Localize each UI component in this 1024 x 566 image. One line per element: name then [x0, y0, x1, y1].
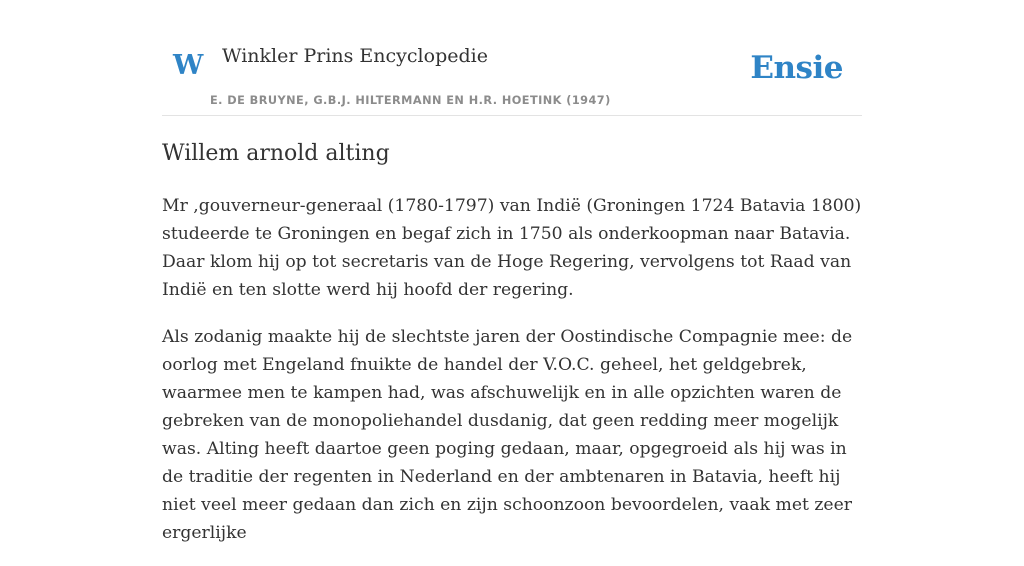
article-title: Willem arnold alting: [162, 141, 390, 166]
article-paragraph: Als zodanig maakte hij de slechtste jaren der Oostindische Compagnie mee: de oorlog met Engeland fnuikte de handel der V.O.C. geheel, het geldgebrek, waarmee men te kampen had, was afschuwelijk en in alle opzichten waren de gebreken van de monopoliehandel dusdanig, dat geen redding meer mogelijk was. Alting heeft daartoe geen poging gedaan, maar, opgegroeid als hij was in de traditie der regenten in Nederland en der ambtenaren in Batavia, heeft hij niet veel meer gedaan dan zich en zijn schoonzoon bevoordelen, vaak met zeer ergerlijke: [162, 327, 853, 543]
article-paragraph: Mr ,gouverneur-generaal (1780-1797) van Indië (Groningen 1724 Batavia 1800) studeerde te Groningen en begaf zich in 1750 als onderkoopman naar Batavia. Daar klom hij op tot secretaris van de Hoge Regering, vervolgens tot Raad van Indië en ten slotte werd hij hoofd der regering.: [162, 196, 862, 300]
site-header: [162, 38, 862, 116]
publication-authors: E. DE BRUYNE, G.B.J. HILTERMANN EN H.R. HOETINK (1947): [210, 94, 611, 107]
winkler-prins-logo-icon[interactable]: W: [173, 50, 204, 81]
ensie-logo[interactable]: Ensie: [750, 50, 843, 86]
article-body: [162, 192, 866, 566]
publication-title[interactable]: Winkler Prins Encyclopedie: [222, 45, 488, 67]
